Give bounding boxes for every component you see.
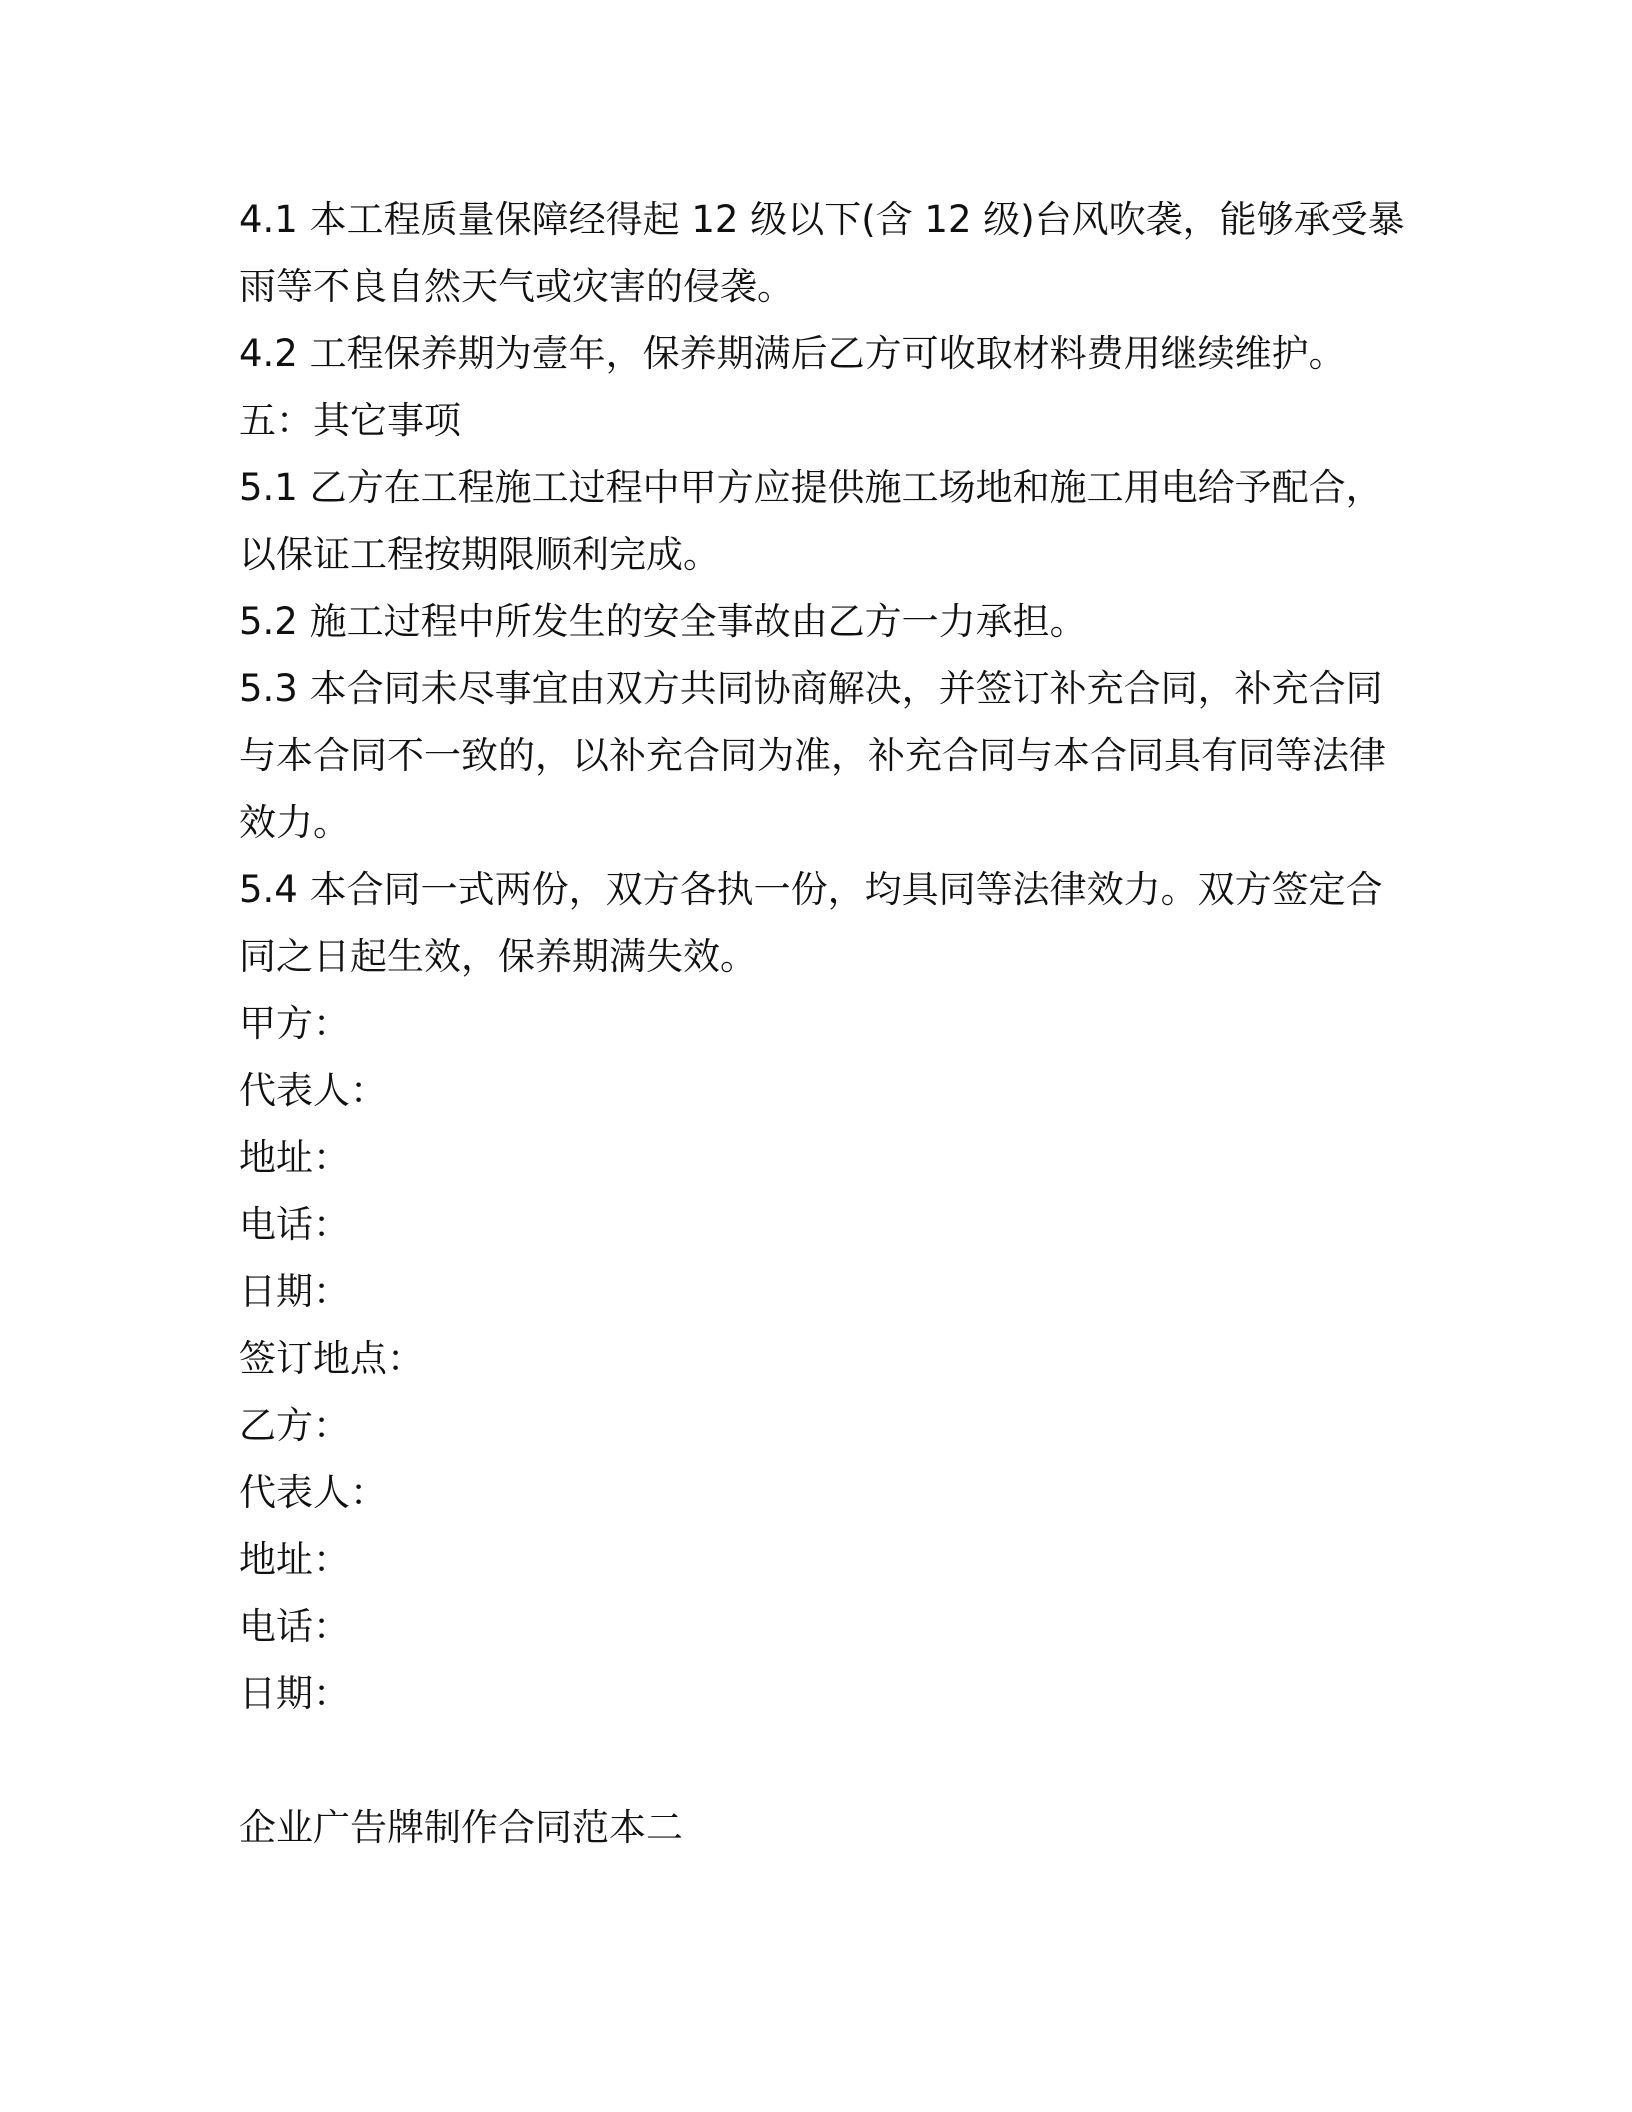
- clause-4-1: 4.1 本工程质量保障经得起 12 级以下(含 12 级)台风吹袭，能够承受暴雨等不良自然天气或灾害的侵袭。: [239, 198, 1405, 308]
- clause-4-2: 4.2 工程保养期为壹年，保养期满后乙方可收取材料费用继续维护。五：其它事项: [239, 332, 1346, 442]
- sign-place: 签订地点：: [239, 1337, 424, 1380]
- next-contract-title: 企业广告牌制作合同范本二: [239, 1806, 683, 1849]
- party-a-label: 甲方：: [239, 1002, 350, 1045]
- party-b-date: 日期：: [239, 1672, 350, 1715]
- clause-5-4: 5.4 本合同一式两份，双方各执一份，均具同等法律效力。双方签定合同之日起生效，保养期满失效。: [239, 868, 1383, 978]
- document-body: [239, 186, 1409, 1861]
- party-b-section: [239, 1392, 1409, 1727]
- party-a-date: 日期：: [239, 1270, 350, 1313]
- party-b-representative: 代表人：: [239, 1471, 387, 1514]
- party-a-address: 地址：: [239, 1136, 350, 1179]
- clause-5-1: 5.1 乙方在工程施工过程中甲方应提供施工场地和施工用电给予配合，以保证工程按期限顺利完成。: [239, 466, 1383, 576]
- party-b-address: 地址：: [239, 1538, 350, 1581]
- party-a-section: [239, 990, 1409, 1392]
- section-spacer: [239, 1727, 1409, 1794]
- clause-5-2: 5.2 施工过程中所发生的安全事故由乙方一力承担。: [239, 600, 1087, 643]
- clause-5-3: 5.3 本合同未尽事宜由双方共同协商解决，并签订补充合同，补充合同与本合同不一致的，以补充合同为准，补充合同与本合同具有同等法律效力。: [239, 667, 1386, 844]
- party-b-phone: 电话：: [239, 1605, 350, 1648]
- party-a-phone: 电话：: [239, 1203, 350, 1246]
- party-a-representative: 代表人：: [239, 1069, 387, 1112]
- party-b-label: 乙方：: [239, 1404, 350, 1447]
